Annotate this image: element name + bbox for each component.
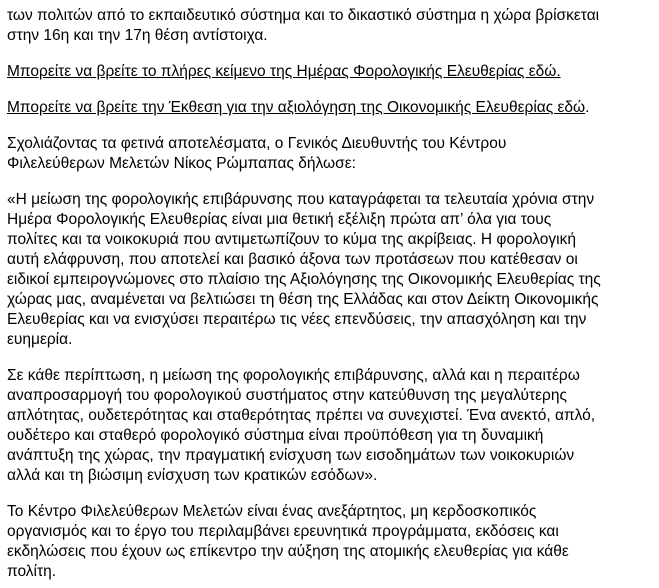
text-line: χώρας μας, αναμένεται να βελτιώσει τη θέση της Ελλάδας και στον Δείκτη Οικονομικής: [7, 291, 599, 308]
link-period: .: [585, 99, 590, 116]
link-economic-freedom-report[interactable]: Μπορείτε να βρείτε την Έκθεση για την αξιολόγηση της Οικονομικής Ελευθερίας εδώ: [7, 99, 586, 116]
text-line: απλότητας, ουδετερότητας και σταθερότητας πρέπει να συνεχιστεί. Ένα ανεκτό, απλό,: [7, 407, 596, 424]
text-line: ειδικοί εμπειρογνώμονες στο πλαίσιο της Αξιολόγησης της Οικονομικής Ελευθερίας της: [7, 271, 601, 288]
text-line: στην 16η και την 17η θέση αντίστοιχα.: [7, 27, 268, 44]
text-line: αυτή ελάφρυνση, που αποτελεί και βασικό άξονα των προτάσεων που κατέθεσαν οι: [7, 251, 578, 268]
paragraph-about-kefim: [7, 502, 655, 582]
paragraph-link-economic-freedom-report: [7, 98, 655, 118]
text-line: Σχολιάζοντας τα φετινά αποτελέσματα, ο Γενικός Διευθυντής του Κέντρου: [7, 135, 507, 152]
paragraph-statement-intro: [7, 134, 655, 174]
text-line: αναπροσαρμογή του φορολογικού συστήματος στην κατεύθυνση της μεγαλύτερης: [7, 387, 567, 404]
paragraph-link-tax-freedom-day: [7, 62, 655, 82]
text-line: Ημέρα Φορολογικής Ελευθερίας είναι μια θετική εξέλιξη πρώτα απ’ όλα για τους: [7, 211, 552, 228]
text-line: εκδηλώσεις που έχουν ως επίκεντρο την αύξηση της ατομικής ελευθερίας για κάθε: [7, 543, 569, 560]
text-line: των πολιτών από το εκπαιδευτικό σύστημα και το δικαστικό σύστημα η χώρα βρίσκεται: [7, 7, 600, 24]
text-line: ευημερία.: [7, 331, 73, 348]
paragraph-quote-part2: [7, 366, 655, 486]
text-line: «Η μείωση της φορολογικής επιβάρυνσης που καταγράφεται τα τελευταία χρόνια στην: [7, 191, 595, 208]
text-line: ουδέτερο και σταθερό φορολογικό σύστημα είναι προϋπόθεση για τη δυναμική: [7, 427, 544, 444]
text-line: Φιλελεύθερων Μελετών Νίκος Ρώμπαπας δήλωσε:: [7, 155, 356, 172]
link-tax-freedom-day[interactable]: Μπορείτε να βρείτε το πλήρες κείμενο της Ημέρας Φορολογικής Ελευθερίας εδώ.: [7, 63, 561, 80]
text-line: Σε κάθε περίπτωση, η μείωση της φορολογικής επιβάρυνσης, αλλά και η περαιτέρω: [7, 367, 580, 384]
text-line: πολίτες και τα νοικοκυριά που αντιμετωπίζουν το κύμα της ακρίβειας. Η φορολογική: [7, 231, 576, 248]
text-line: Ελευθερίας και να ενισχύσει περαιτέρω τις νέες επενδύσεις, την απασχόληση και την: [7, 311, 587, 328]
paragraph-quote-part1: [7, 190, 655, 350]
text-line: Το Κέντρο Φιλελεύθερων Μελετών είναι ένας ανεξάρτητος, μη κερδοσκοπικός: [7, 503, 537, 520]
text-line: ανάπτυξη της χώρας, την πραγματική ενίσχυση των εισοδημάτων των νοικοκυριών: [7, 447, 575, 464]
text-line: οργανισμός και το έργο του περιλαμβάνει ερευνητικά προγράμματα, εκδόσεις και: [7, 523, 559, 540]
text-line: πολίτη.: [7, 563, 57, 580]
text-line: αλλά και τη βιώσιμη ενίσχυση των κρατικών εσόδων».: [7, 467, 378, 484]
paragraph-intro: [7, 6, 655, 46]
